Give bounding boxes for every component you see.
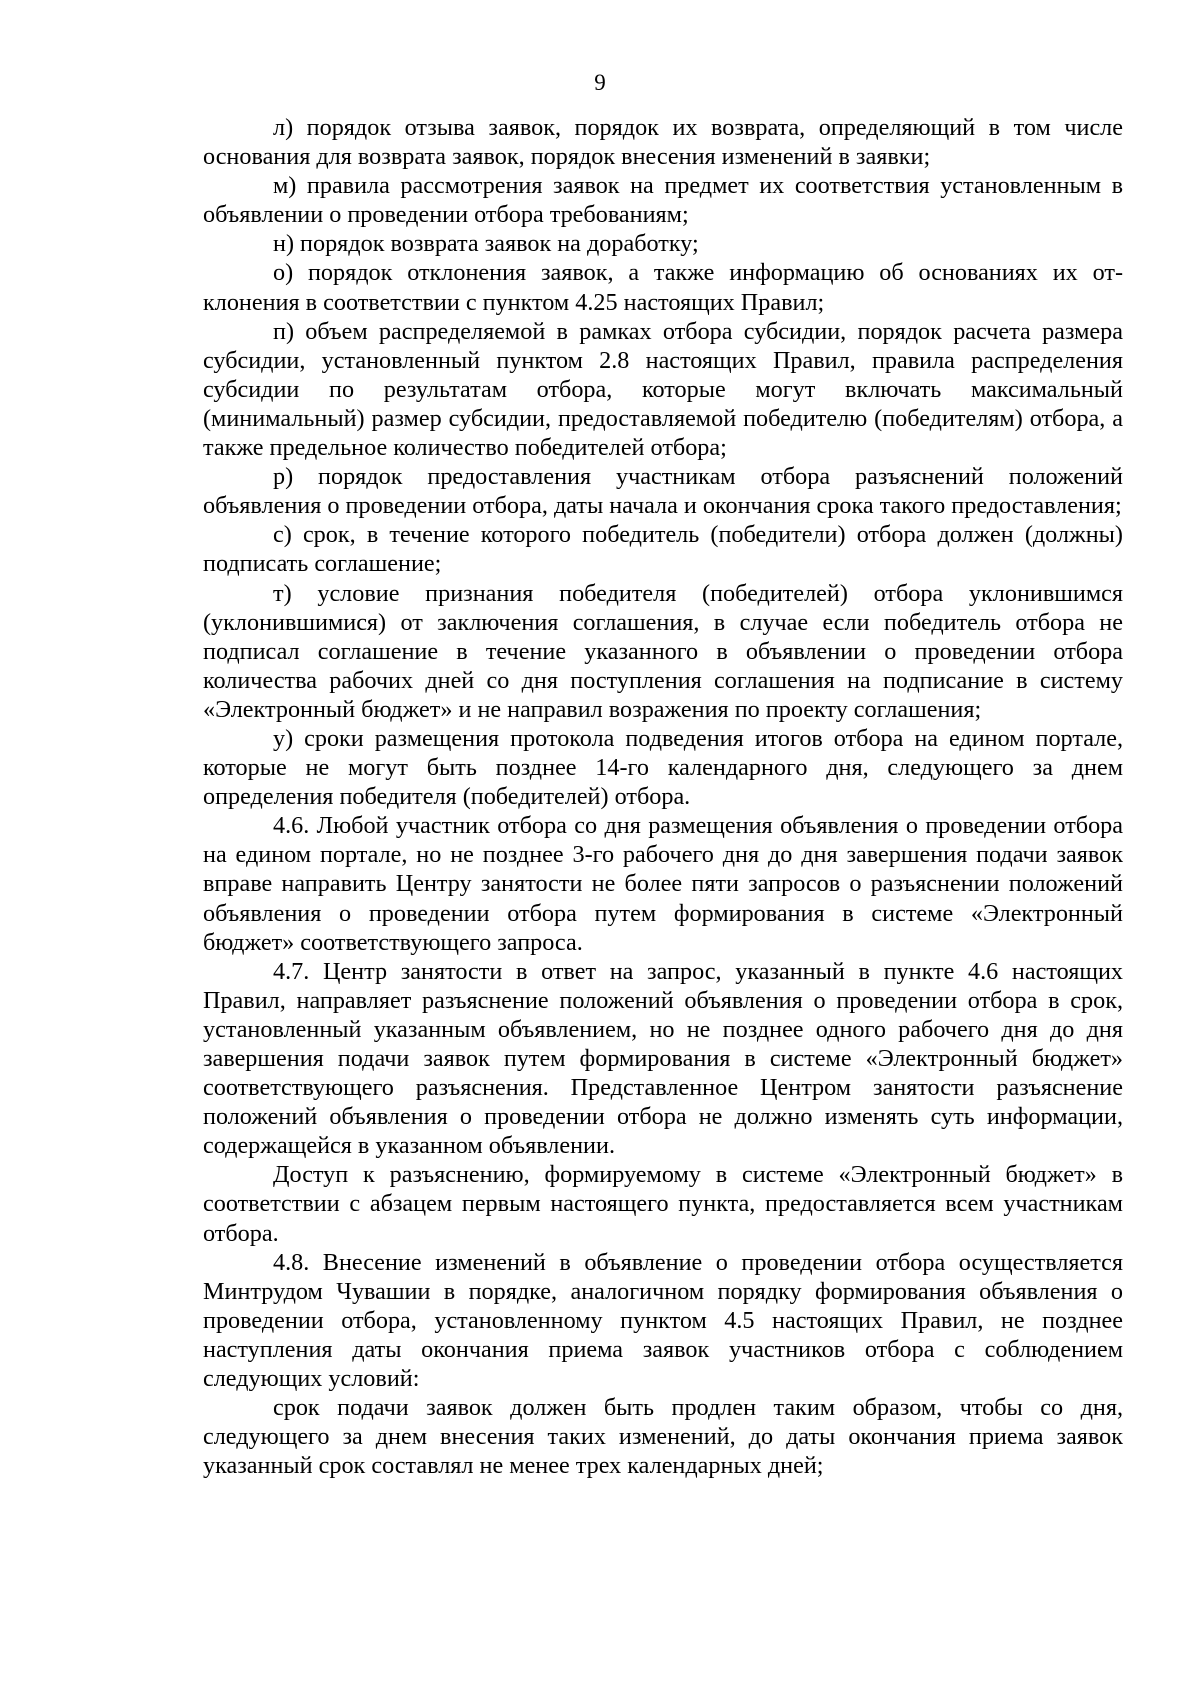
paragraph-s-signing-term: с) срок, в течение которого победитель (победители) отбора должен (должны) подписать соглашение; [203,521,1123,578]
document-body [203,113,1123,1480]
paragraph-t-evasion-condition: т) условие признания победителя (победителей) отбора уклонившимся (уклонившимися) от заключения соглашения, в случае если победитель отбора не подписал соглашение в течение указанного в объявлении о проведении отбора количества рабочих дней со дня поступления соглашения на подписание в систему «Электронный бюджет» и не направил возражения по проекту соглашения; [203,579,1123,723]
paragraph-4-7: 4.7. Центр занятости в ответ на запрос, указанный в пункте 4.6 настоящих Правил, направляет разъяснение положений объявления о проведении отбора в срок, установленный указанным объявлением, но не позднее одного рабочего дня до дня завершения подачи заявок путем формирования в системе «Электронный бюджет» соответствующего разъяснения. Представленное Центром занятости разъяснение положений объявления о проведении отбора не должно изменять суть информации, содержащейся в указанном объявлении. [203,957,1123,1160]
paragraph-n-return-order: н) порядок возврата заявок на доработку; [273,230,699,258]
paragraph-4-6: 4.6. Любой участник отбора со дня размещения объявления о проведении отбора на едином портале, но не позднее 3-го рабочего дня до дня завершения подачи заявок вправе направить Центру занятости не более пяти запросов о разъяснении положений объявления о проведении отбора путем формирования в системе «Электронный бюджет» соответствующего запроса. [203,812,1123,956]
paragraph-submission-extension: срок подачи заявок должен быть продлен таким образом, чтобы со дня, следующего за днем внесения таких изменений, до даты окончания приема заявок указанный срок составлял не менее трех календарных дней; [203,1394,1123,1480]
paragraph-l-withdrawal-order: л) порядок отзыва заявок, порядок их возврата, определяющий в том числе основания для возврата заявок, порядок внесения изменений в заявки; [203,114,1123,171]
paragraph-u-protocol-terms: у) сроки размещения протокола подведения итогов отбора на едином портале, которые не могут быть позднее 14-го календарного дня, следующего за днем определения победителя (победителей) отбора. [203,724,1123,811]
paragraph-4-8: 4.8. Внесение изменений в объявление о проведении отбора осуществляется Минтрудом Чувашии в порядке, аналогичном порядку формирования объявления о проведении отбора, установленному пунктом 4.5 настоящих Правил, не позднее наступления даты окончания приема заявок участников отбора с соблюдением следующих условий: [203,1248,1123,1393]
paragraph-r-clarifications: р) порядок предоставления участникам отбора разъяснений положений объявления о проведении отбора, даты начала и окончания срока такого предоставления; [203,463,1123,520]
paragraph-m-review-rules: м) правила рассмотрения заявок на предмет их соответствия установленным в объявлении о проведении отбора требованиям; [203,172,1123,229]
paragraph-access-to-clarification: Доступ к разъяснению, формируемому в системе «Электронный бюджет» в соответствии с абзацем первым настоящего пункта, предоставляется всем участникам отбора. [203,1161,1123,1247]
paragraph-p-subsidy-volume: п) объем распределяемой в рамках отбора субсидии, порядок расчета размера субсидии, установленный пунктом 2.8 настоящих Правил, правила распределения субсидии по результатам отбора, которые могут включать максимальный (минимальный) размер субсидии, предоставляемой победителю (победителям) отбора, а также предельное количество победителей отбора; [203,317,1123,462]
paragraph-o-rejection-order: о) порядок отклонения заявок, а также информацию об основаниях их отклонения в соответствии с пунктом 4.25 настоящих Правил; [203,259,1123,316]
page-number: 9 [594,70,606,95]
